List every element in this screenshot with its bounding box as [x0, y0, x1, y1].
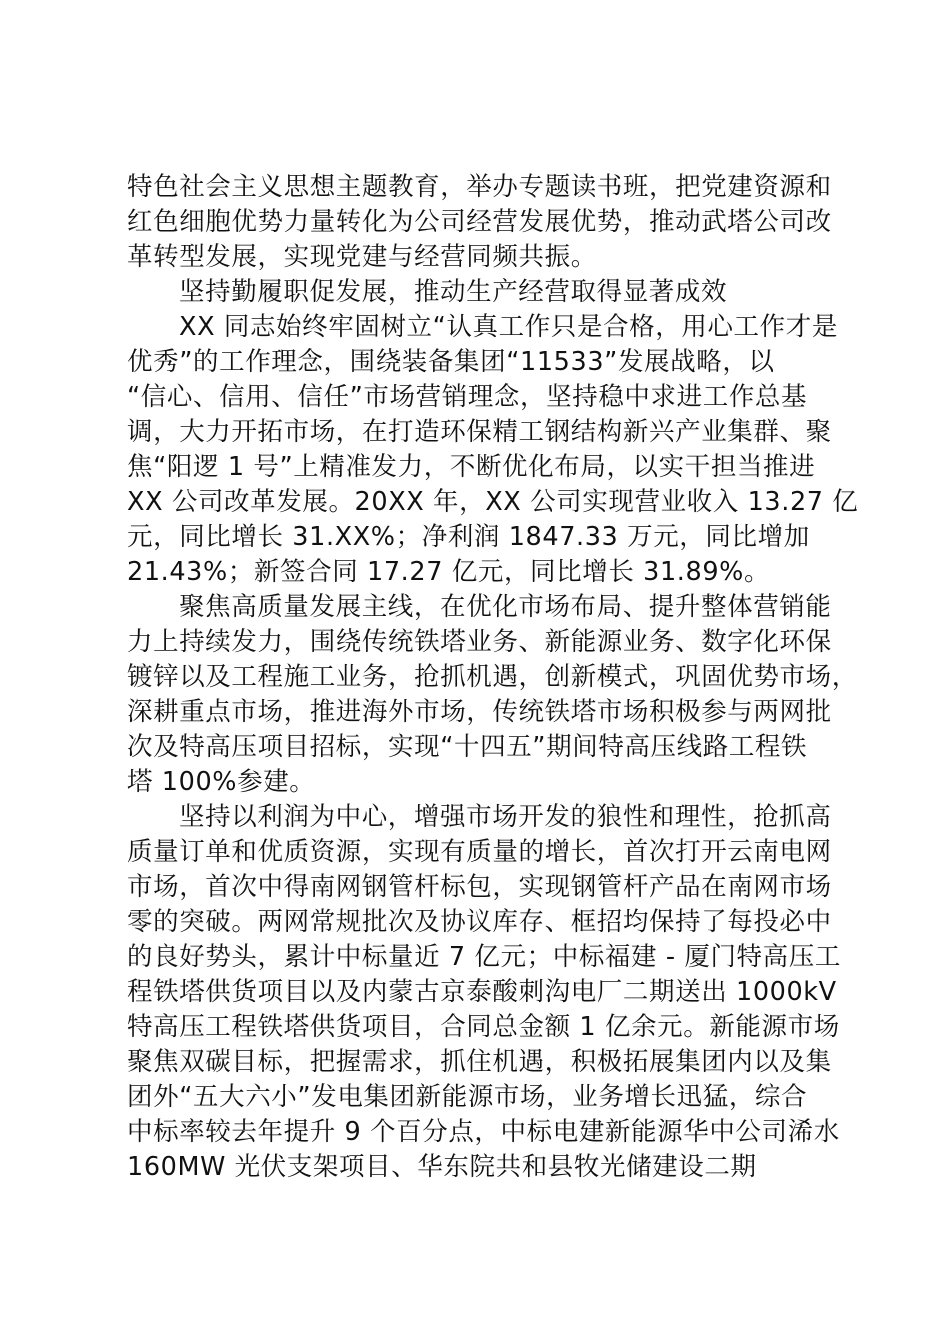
text-line: 160MW 光伏支架项目、华东院共和县牧光储建设二期: [127, 1152, 757, 1182]
text-line: 特色社会主义思想主题教育，举办专题读书班，把党建资源和: [127, 172, 832, 202]
heading-line: 坚持勤履职促发展，推动生产经营取得显著成效: [179, 277, 728, 307]
document-page: [127, 170, 859, 1185]
paragraph-performance: [127, 310, 859, 590]
text-line: 次及特高压项目招标，实现“十四五”期间特高压线路工程铁: [127, 732, 808, 762]
text-line: 中标率较去年提升 9 个百分点，中标电建新能源华中公司浠水: [127, 1117, 840, 1147]
text-line: 坚持以利润为中心，增强市场开发的狼性和理性，抢抓高: [179, 802, 832, 832]
text-line: 调，大力开拓市场，在打造环保精工钢结构新兴产业集群、聚: [127, 417, 832, 447]
text-line: 元，同比增长 31.XX%；净利润 1847.33 万元，同比增加: [127, 522, 810, 552]
text-line: 塔 100%参建。: [127, 767, 316, 797]
text-line: 市场，首次中得南网钢管杆标包，实现钢管杆产品在南网市场: [127, 872, 832, 902]
section-heading: [127, 275, 837, 310]
text-line: 程铁塔供货项目以及内蒙古京泰酸刺沟电厂二期送出 1000kV: [127, 977, 837, 1007]
text-line: 聚焦高质量发展主线，在优化市场布局、提升整体营销能: [179, 592, 832, 622]
paragraph-continuation: [127, 170, 837, 275]
text-line: 的良好势头，累计中标量近 7 亿元；中标福建 - 厦门特高压工: [127, 942, 841, 972]
paragraph-market-layout: [127, 590, 858, 800]
text-line: 深耕重点市场，推进海外市场，传统铁塔市场积极参与两网批: [127, 697, 832, 727]
text-line: 特高压工程铁塔供货项目，合同总金额 1 亿余元。新能源市场: [127, 1012, 840, 1042]
text-line: 优秀”的工作理念，围绕装备集团“11533”发展战略，以: [127, 347, 775, 377]
text-line: 团外“五大六小”发电集团新能源市场，业务增长迅猛，综合: [127, 1082, 808, 1112]
text-line: 红色细胞优势力量转化为公司经营发展优势，推动武塔公司改: [127, 207, 832, 237]
text-line: 焦“阳逻 1 号”上精准发力，不断优化布局，以实干担当推进: [127, 452, 816, 482]
text-line: 零的突破。两网常规批次及协议库存、框招均保持了每投必中: [127, 907, 832, 937]
text-line: 21.43%；新签合同 17.27 亿元，同比增长 31.89%。: [127, 557, 771, 587]
paragraph-profit-center: [127, 800, 841, 1185]
text-line: 质量订单和优质资源，实现有质量的增长，首次打开云南电网: [127, 837, 832, 867]
text-line: 镀锌以及工程施工业务，抢抓机遇，创新模式，巩固优势市场，: [127, 662, 858, 692]
text-line: XX 同志始终牢固树立“认真工作只是合格，用心工作才是: [179, 312, 838, 342]
text-line: 力上持续发力，围绕传统铁塔业务、新能源业务、数字化环保: [127, 627, 832, 657]
text-line: XX 公司改革发展。20XX 年，XX 公司实现营业收入 13.27 亿: [127, 487, 859, 517]
text-line: 革转型发展，实现党建与经营同频共振。: [127, 242, 597, 272]
text-line: 聚焦双碳目标，把握需求，抓住机遇，积极拓展集团内以及集: [127, 1047, 832, 1077]
text-line: “信心、信用、信任”市场营销理念，坚持稳中求进工作总基: [127, 382, 808, 412]
